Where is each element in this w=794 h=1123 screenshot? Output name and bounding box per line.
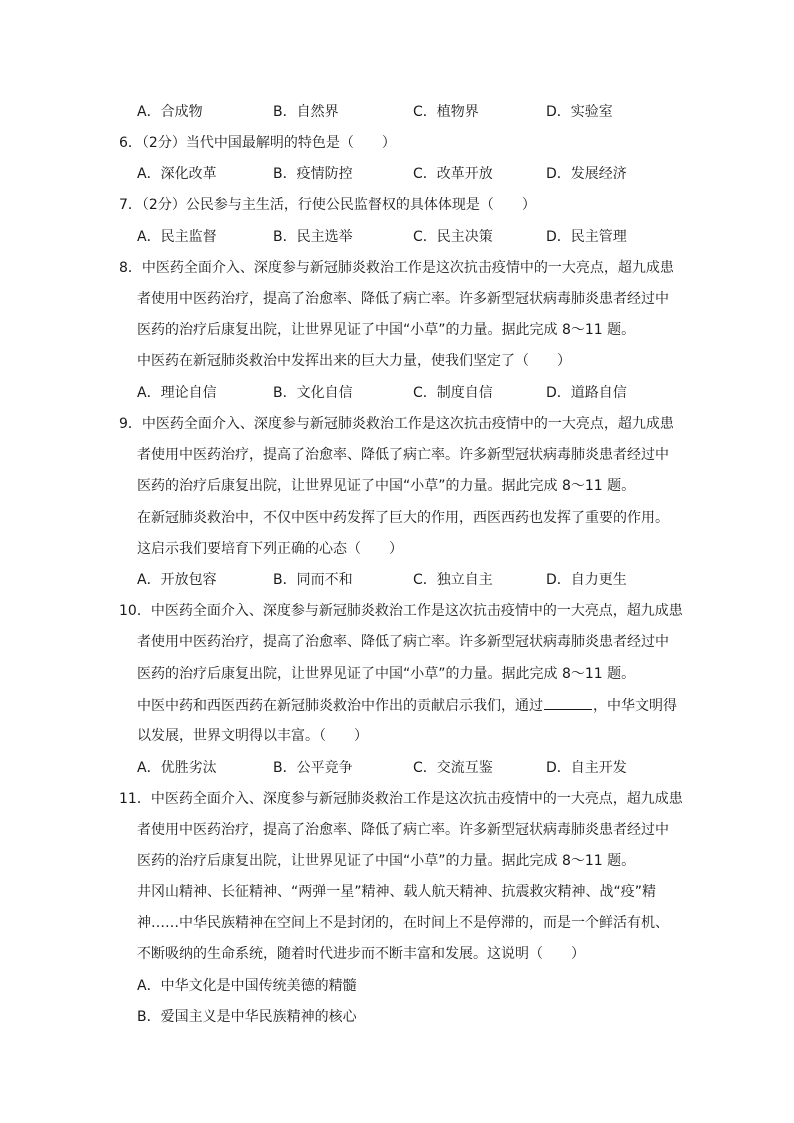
q10-prompt-line xyxy=(137,695,677,715)
q9-prompt: 这启示我们要培育下列正确的心态（ ） xyxy=(137,541,403,557)
q9-option-b[interactable]: B．同而不和 xyxy=(273,572,353,588)
q11-stem-line: 者使用中医药治疗，提高了治愈率、降低了病亡率。许多新型冠状病毒肺炎患者经过中 xyxy=(137,822,669,838)
q8-option-b[interactable]: B．文化自信 xyxy=(273,385,353,401)
q11-option-a[interactable]: A．中华文化是中国传统美德的精髓 xyxy=(137,978,357,994)
q5-option-b[interactable]: B．自然界 xyxy=(273,104,339,120)
q9-option-d[interactable]: D．自力更生 xyxy=(546,572,627,588)
q8-prompt: 中医药在新冠肺炎救治中发挥出来的巨大力量，使我们坚定了（ ） xyxy=(137,353,571,369)
q11-stem-line: 井冈山精神、长征精神、“两弹一星”精神、载人航天精神、抗震救灾精神、战“疫”精 xyxy=(137,884,657,900)
q10-option-b[interactable]: B．公平竞争 xyxy=(273,760,353,776)
q9-stem-line: 者使用中医药治疗，提高了治愈率、降低了病亡率。许多新型冠状病毒肺炎患者经过中 xyxy=(137,447,669,463)
q9-option-c[interactable]: C．独立自主 xyxy=(413,572,493,588)
q10-option-c[interactable]: C．交流互鉴 xyxy=(413,760,493,776)
q9-stem-line: 医药的治疗后康复出院，让世界见证了中国“小草”的力量。据此完成 8～11 题。 xyxy=(137,478,636,494)
q5-option-a[interactable]: A．合成物 xyxy=(137,104,203,120)
q11-stem-line: 医药的治疗后康复出院，让世界见证了中国“小草”的力量。据此完成 8～11 题。 xyxy=(137,853,636,869)
q9-option-a[interactable]: A．开放包容 xyxy=(137,572,217,588)
q6-option-b[interactable]: B．疫情防控 xyxy=(273,166,353,182)
q5-option-c[interactable]: C．植物界 xyxy=(413,104,479,120)
q6-option-a[interactable]: A．深化改革 xyxy=(137,166,217,182)
q11-stem-line: 11．中医药全面介入、深度参与新冠肺炎救治工作是这次抗击疫情中的一大亮点，超九成患 xyxy=(119,791,683,807)
q7-option-d[interactable]: D．民主管理 xyxy=(546,229,627,245)
q11-prompt: 不断吸纳的生命系统，随着时代进步而不断丰富和发展。这说明（ ） xyxy=(137,946,585,962)
q7-option-b[interactable]: B．民主选举 xyxy=(273,229,353,245)
q5-option-d[interactable]: D．实验室 xyxy=(546,104,613,120)
q10-stem-line: 10．中医药全面介入、深度参与新冠肺炎救治工作是这次抗击疫情中的一大亮点，超九成患 xyxy=(119,603,683,619)
q8-stem-line: 者使用中医药治疗，提高了治愈率、降低了病亡率。许多新型冠状病毒肺炎患者经过中 xyxy=(137,291,669,307)
q10-stem-line: 者使用中医药治疗，提高了治愈率、降低了病亡率。许多新型冠状病毒肺炎患者经过中 xyxy=(137,634,669,650)
q10-option-d[interactable]: D．自主开发 xyxy=(546,760,627,776)
q8-stem-line: 8．中医药全面介入、深度参与新冠肺炎救治工作是这次抗击疫情中的一大亮点，超九成患 xyxy=(119,260,674,276)
q6-option-c[interactable]: C．改革开放 xyxy=(413,166,493,182)
q8-stem-line: 医药的治疗后康复出院，让世界见证了中国“小草”的力量。据此完成 8～11 题。 xyxy=(137,322,636,338)
q7-stem: 7．（2分）公民参与主生活，行使公民监督权的具体体现是（ ） xyxy=(119,197,536,213)
q7-option-a[interactable]: A．民主监督 xyxy=(137,229,217,245)
q8-option-d[interactable]: D．道路自信 xyxy=(546,385,627,401)
q8-option-a[interactable]: A．理论自信 xyxy=(137,385,217,401)
q9-stem-line: 9．中医药全面介入、深度参与新冠肺炎救治工作是这次抗击疫情中的一大亮点，超九成患 xyxy=(119,416,674,432)
q6-option-d[interactable]: D．发展经济 xyxy=(546,166,627,182)
q6-stem: 6．（2分）当代中国最解明的特色是（ ） xyxy=(119,135,396,151)
q7-option-c[interactable]: C．民主决策 xyxy=(413,229,493,245)
q10-option-a[interactable]: A．优胜劣汰 xyxy=(137,760,217,776)
q11-option-b[interactable]: B．爱国主义是中华民族精神的核心 xyxy=(137,1009,357,1025)
q11-stem-line: 神……中华民族精神在空间上不是封闭的，在时间上不是停滞的，而是一个鲜活有机、 xyxy=(137,915,669,931)
q10-prompt-before: 中医中药和西医西药在新冠肺炎救治中作出的贡献启示我们，通过 xyxy=(137,698,543,714)
answer-blank[interactable] xyxy=(544,695,592,710)
q10-prompt-end: 以发展，世界文明得以丰富。（ ） xyxy=(137,728,368,744)
q10-stem-line: 医药的治疗后康复出院，让世界见证了中国“小草”的力量。据此完成 8～11 题。 xyxy=(137,666,636,682)
q9-stem-line: 在新冠肺炎救治中，不仅中医中药发挥了巨大的作用，西医西药也发挥了重要的作用。 xyxy=(137,510,669,526)
q8-option-c[interactable]: C．制度自信 xyxy=(413,385,493,401)
q10-prompt-after: ，中华文明得 xyxy=(593,698,677,714)
